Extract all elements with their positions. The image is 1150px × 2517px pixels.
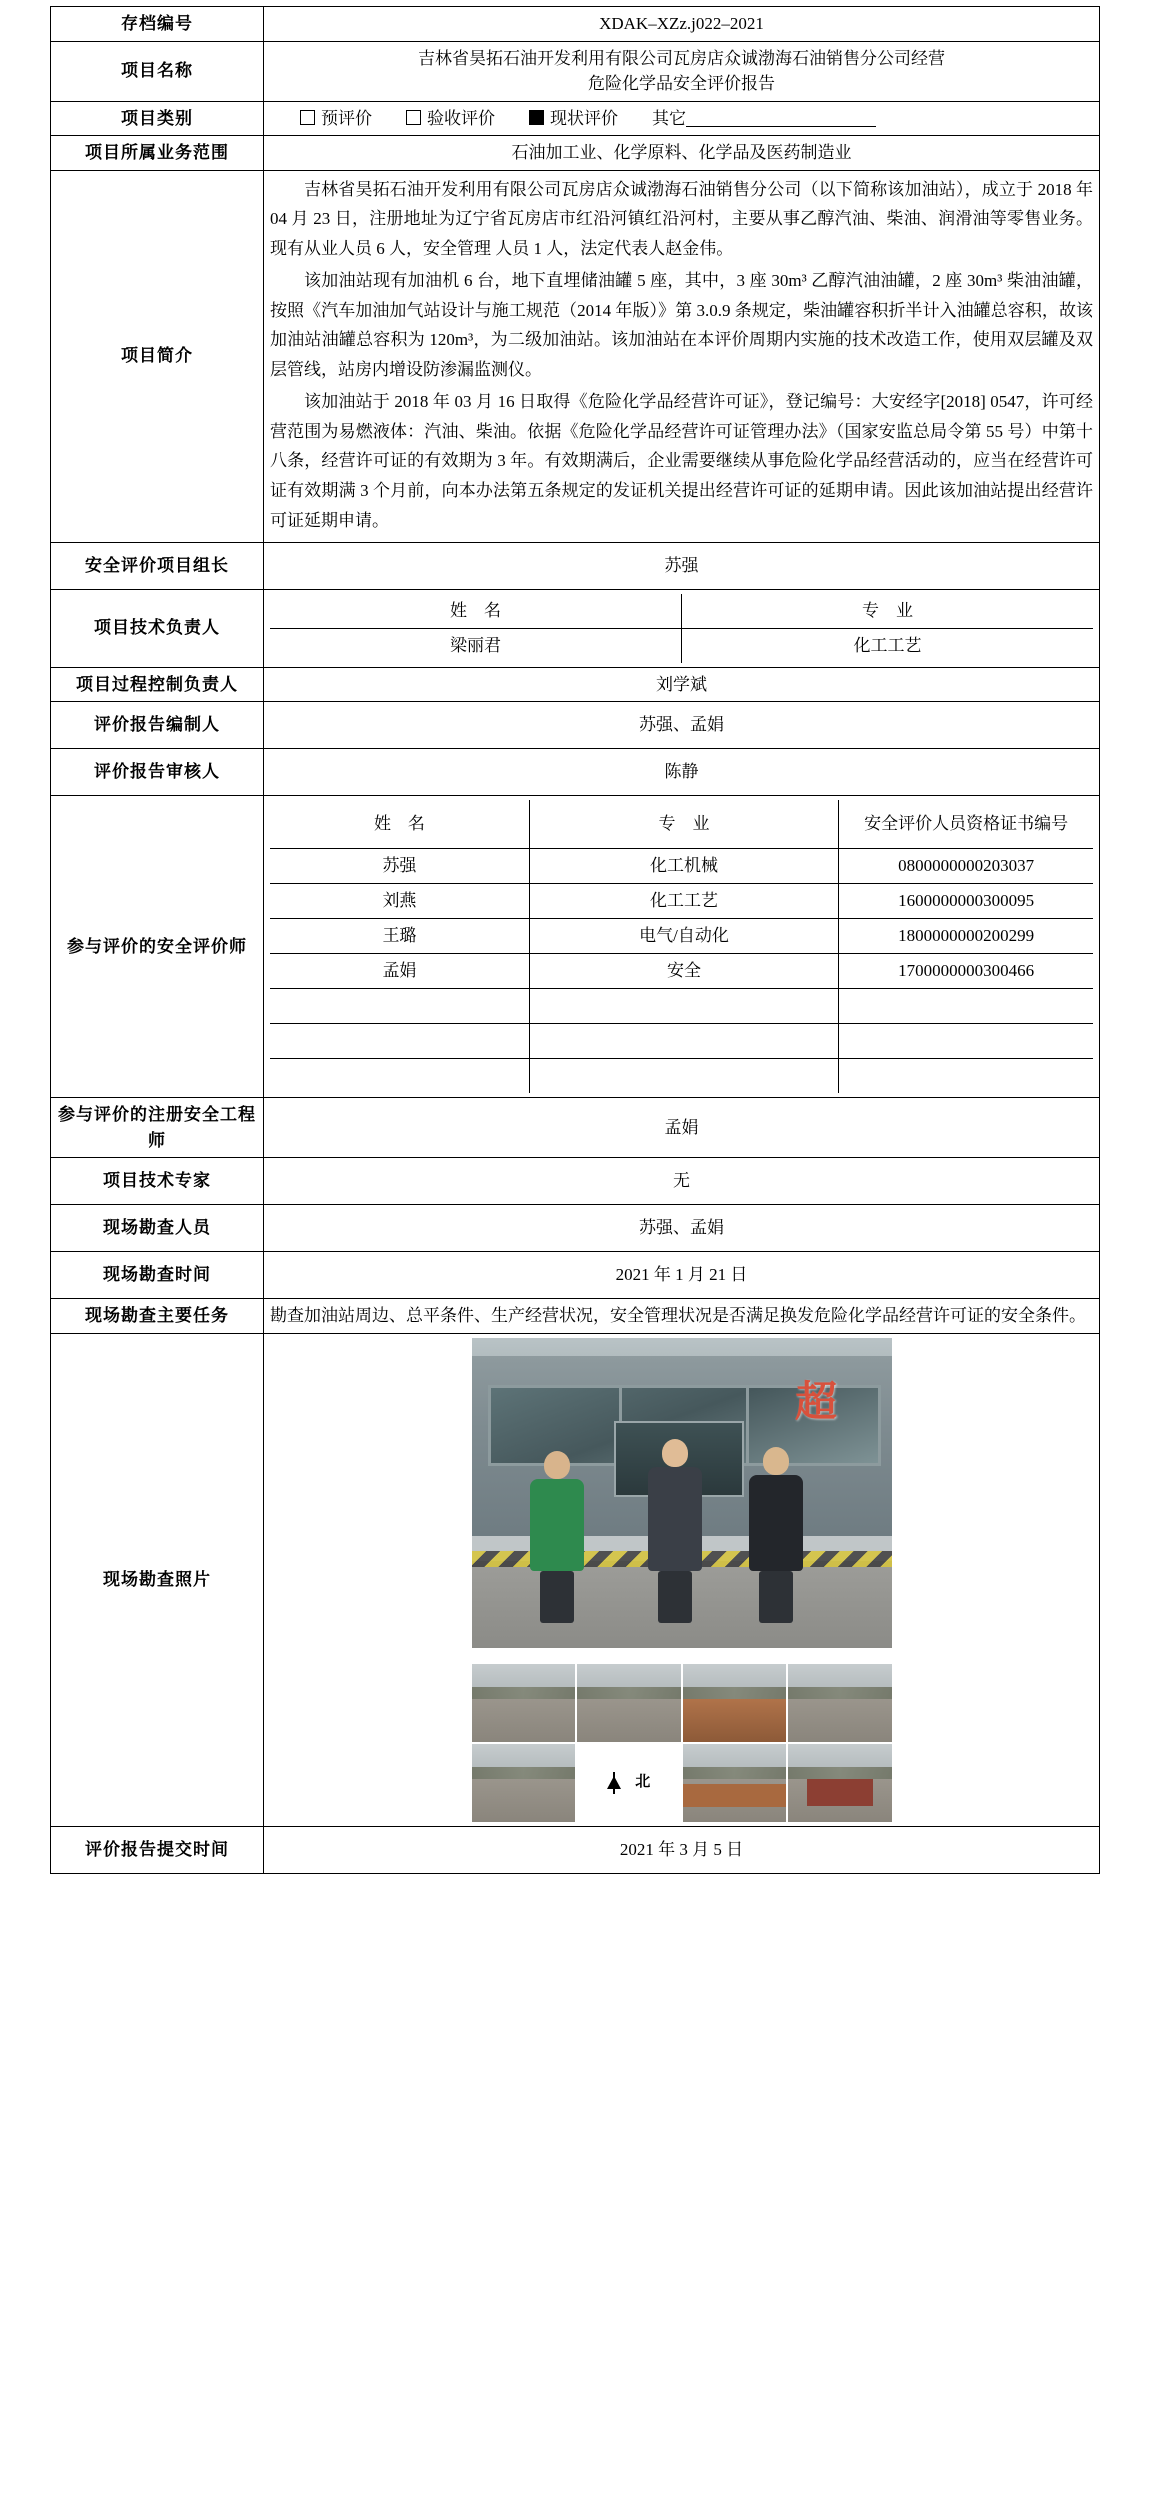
assessor-cert [839,1024,1093,1059]
survey-photos-value [264,1333,1100,1826]
assessors-label: 参与评价的安全评价师 [51,796,264,1098]
project-intro-label: 项目简介 [51,170,264,542]
table-row [51,1299,1100,1334]
assessor-name: 苏强 [270,849,529,884]
report-writer-value: 苏强、孟娟 [264,702,1100,749]
assessor-name: 孟娟 [270,954,529,989]
table-row [270,989,1093,1024]
person-head [763,1447,789,1475]
assessor-name-header: 姓 名 [270,800,529,849]
project-type-value [264,101,1100,136]
table-row [51,1252,1100,1299]
table-row [51,749,1100,796]
survey-photo-thumb [472,1664,576,1742]
person-legs [658,1571,692,1623]
table-row [51,101,1100,136]
table-row [270,628,1093,663]
other-option[interactable] [652,106,876,132]
project-name-value [264,41,1100,101]
team-leader-label: 安全评价项目组长 [51,542,264,589]
table-row [51,1205,1100,1252]
report-writer-label: 评价报告编制人 [51,702,264,749]
business-scope-value: 石油加工业、化学原料、化学品及医药制造业 [264,136,1100,171]
person-legs [540,1571,574,1623]
assessor-name [270,989,529,1024]
tech-leader-table [270,594,1093,663]
tech-expert-value: 无 [264,1158,1100,1205]
table-row [270,1059,1093,1094]
checkbox-icon[interactable] [406,110,421,125]
assessor-cert: 1600000000300095 [839,884,1093,919]
assessor-cert: 0800000000203037 [839,849,1093,884]
checkbox-label: 验收评价 [427,108,495,128]
archive-no-label: 存档编号 [51,7,264,42]
photo-person-middle [648,1439,702,1623]
assessor-major: 化工机械 [529,849,838,884]
project-name-label: 项目名称 [51,41,264,101]
assessors-table [270,800,1093,1093]
intro-paragraph-3: 该加油站于 2018 年 03 月 16 日取得《危险化学品经营许可证》，登记编号：大安经字[2018] 0547，许可经营范围为易燃液体：汽油、柴油。依据《危险化学品经营许可证管理办法》（国家安监总局令第 55 号）中第十八条，经营许可证的有效期为 3 年。有效期满后，企业需要继续从事危险化学品经营活动的，应当在经营许可证有效期满 3 个月前，向本办法第五条规定的发证机关提出经营许可证的延期申请。因此该加油站提出经营许可证延期申请。 [270,391,1093,530]
table-row [51,7,1100,42]
assessor-major-header: 专 业 [529,800,838,849]
assessor-major: 安全 [529,954,838,989]
photo-person-right [749,1447,803,1623]
process-control-value: 刘学斌 [264,667,1100,702]
table-row [51,667,1100,702]
photo-person-left [530,1451,584,1623]
assessor-name: 王璐 [270,919,529,954]
table-row [51,1098,1100,1158]
process-control-label: 项目过程控制负责人 [51,667,264,702]
team-leader-value: 苏强 [264,542,1100,589]
project-name-line1: 吉林省昊拓石油开发利用有限公司瓦房店众诚渤海石油销售分公司经营 [418,48,945,68]
table-row [51,136,1100,171]
tech-leader-name-header: 姓 名 [270,594,682,629]
table-row [51,589,1100,667]
submit-time-label: 评价报告提交时间 [51,1826,264,1873]
assessor-major: 化工工艺 [529,884,838,919]
tech-leader-label: 项目技术负责人 [51,589,264,667]
other-label: 其它 [652,108,686,128]
assessor-name [270,1059,529,1094]
tech-leader-major-header: 专 业 [682,594,1094,629]
survey-photo-thumb [788,1744,892,1822]
north-arrow-stem-icon [613,1772,615,1794]
survey-time-value: 2021 年 1 月 21 日 [264,1252,1100,1299]
table-row [270,849,1093,884]
table-row [51,1826,1100,1873]
checkbox-option-status-evaluation[interactable] [529,106,618,132]
survey-photo-thumb [683,1744,787,1822]
submit-time-value: 2021 年 3 月 5 日 [264,1826,1100,1873]
other-input-line[interactable] [686,111,876,127]
person-body [530,1479,584,1571]
checkbox-checked-icon[interactable] [529,110,544,125]
intro-paragraph-2: 该加油站现有加油机 6 台，地下直埋储油罐 5 座，其中，3 座 30m³ 乙醇汽油油罐，2 座 30m³ 柴油油罐，按照《汽车加油加气站设计与施工规范（2014 年版）》第 3.0.9 条规定，柴油罐容积折半计入油罐总容积，故该加油站油罐总容积为 120m³，为二级加油站。该加油站在本评价周期内实施的技术改造工作，使用双层罐及双层管线，站房内增设防渗漏监测仪。 [270,270,1093,379]
assessor-major [529,1024,838,1059]
registered-engineer-label: 参与评价的注册安全工程师 [51,1098,264,1158]
survey-staff-label: 现场勘查人员 [51,1205,264,1252]
compass-north-indicator [577,1744,681,1822]
survey-task-label: 现场勘查主要任务 [51,1299,264,1334]
table-row [270,594,1093,629]
survey-time-label: 现场勘查时间 [51,1252,264,1299]
assessor-major [529,989,838,1024]
assessor-cert: 1800000000200299 [839,919,1093,954]
business-scope-label: 项目所属业务范围 [51,136,264,171]
table-row [270,919,1093,954]
intro-paragraph-1: 吉林省昊拓石油开发利用有限公司瓦房店众诚渤海石油销售分公司（以下简称该加油站），成立于 2018 年 04 月 23 日，注册地址为辽宁省瓦房店市红沿河镇红沿河村，主要从事乙醇汽油、柴油、润滑油等零售业务。现有从业人员 6 人，安全管理 人员 1 人，法定代表人赵金伟。 [270,179,1093,258]
assessor-major: 电气/自动化 [529,919,838,954]
survey-photo-thumb [788,1664,892,1742]
table-row [51,170,1100,542]
survey-photos-label: 现场勘查照片 [51,1333,264,1826]
registered-engineer-value: 孟娟 [264,1098,1100,1158]
assessor-name: 刘燕 [270,884,529,919]
assessors-subtable-cell [264,796,1100,1098]
table-row [270,884,1093,919]
person-legs [759,1571,793,1623]
survey-photo-thumb [683,1664,787,1742]
evaluation-report-cover-table [50,6,1100,1874]
assessor-cert [839,1059,1093,1094]
survey-photo-main [472,1338,892,1648]
checkbox-label: 现状评价 [550,108,618,128]
person-head [544,1451,570,1479]
project-type-label: 项目类别 [51,101,264,136]
survey-task-value: 勘查加油站周边、总平条件、生产经营状况，安全管理状况是否满足换发危险化学品经营许可证的安全条件。 [264,1299,1100,1334]
table-row [51,1333,1100,1826]
person-body [749,1475,803,1571]
survey-staff-value: 苏强、孟娟 [264,1205,1100,1252]
compass-label: 北 [635,1774,651,1791]
table-row [51,702,1100,749]
checkbox-icon[interactable] [300,110,315,125]
person-head [662,1439,688,1467]
table-header-row [270,800,1093,849]
table-row [51,796,1100,1098]
checkbox-label: 预评价 [321,108,372,128]
assessor-cert-header: 安全评价人员资格证书编号 [839,800,1093,849]
tech-leader-major-value: 化工工艺 [682,628,1094,663]
checkbox-option-acceptance-evaluation[interactable] [406,106,495,132]
table-row [51,542,1100,589]
table-row [270,954,1093,989]
person-body [648,1467,702,1571]
table-row [270,1024,1093,1059]
tech-expert-label: 项目技术专家 [51,1158,264,1205]
table-row [51,1158,1100,1205]
report-reviewer-label: 评价报告审核人 [51,749,264,796]
survey-photo-thumb [577,1664,681,1742]
photo-signage-text: 超 [794,1379,837,1426]
survey-photo-thumb [472,1744,576,1822]
survey-photo-grid [472,1664,892,1822]
assessor-name [270,1024,529,1059]
tech-leader-name-value: 梁丽君 [270,628,682,663]
archive-no-value: XDAK–XZz.j022–2021 [264,7,1100,42]
table-row [51,41,1100,101]
assessor-cert: 1700000000300466 [839,954,1093,989]
project-name-line2: 危险化学品安全评价报告 [588,74,775,93]
report-reviewer-value: 陈静 [264,749,1100,796]
project-intro-value [264,170,1100,542]
assessor-cert [839,989,1093,1024]
checkbox-option-pre-evaluation[interactable] [300,106,372,132]
assessor-major [529,1059,838,1094]
tech-leader-subtable-cell [264,589,1100,667]
